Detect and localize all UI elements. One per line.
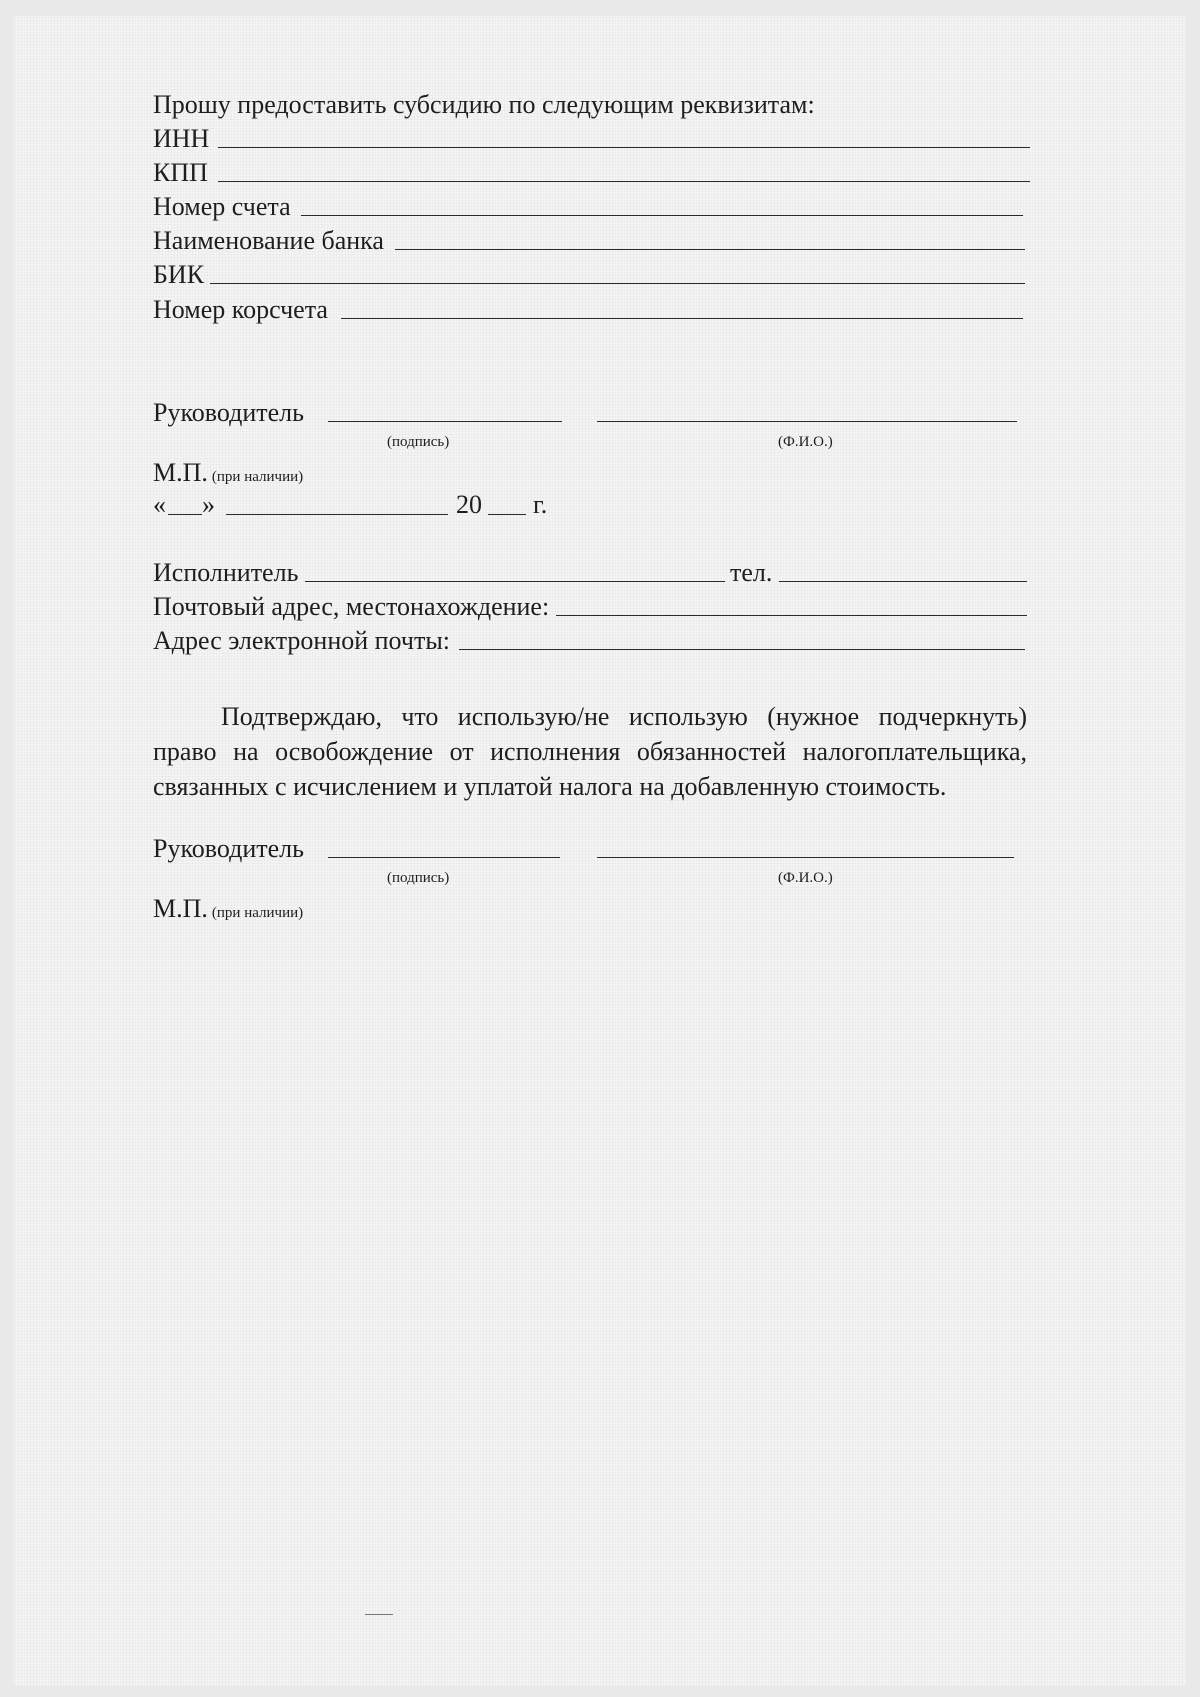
director-signature-field[interactable] [328,421,562,422]
bank-label: Наименование банка [153,226,384,255]
date-year-field[interactable] [488,514,526,515]
stamp-note-2: (при наличии) [211,905,304,921]
bank-name-field[interactable] [395,249,1025,250]
date-day-field[interactable] [168,514,202,515]
phone-label: тел. [730,558,773,587]
date-close-quote: » [202,490,215,519]
year-prefix: 20 [456,490,482,519]
signature-caption: (подпись) [387,434,450,450]
corr-account-field[interactable] [341,318,1023,319]
corr-account-label: Номер корсчета [153,295,328,324]
requisites-intro: Прошу предоставить субсидию по следующим реквизитам: [153,90,815,119]
date-open-quote: « [153,490,166,519]
inn-field[interactable] [218,147,1030,148]
kpp-field[interactable] [218,181,1030,182]
name-caption-2: (Ф.И.О.) [778,870,833,886]
director-name-field-2[interactable] [597,857,1014,858]
director-label: Руководитель [153,398,304,427]
stamp-note: (при наличии) [211,469,304,485]
director-signature-field-2[interactable] [328,857,560,858]
year-suffix: г. [533,490,548,519]
confirmation-text: Подтверждаю, что использую/не использую (нужное подчеркнуть) право на освобождение от исполнения обязанностей налогоплательщика, связанных с исчислением и уплатой налога на добавленную стоимость. [153,702,1027,801]
postal-address-field[interactable] [556,615,1027,616]
inn-label: ИНН [153,124,210,153]
phone-field[interactable] [779,581,1027,582]
stamp-label: М.П. [153,458,208,487]
confirmation-paragraph [153,699,1027,804]
scan-speck [365,1614,393,1615]
account-field[interactable] [301,215,1023,216]
director-label-2: Руководитель [153,834,304,863]
executor-label: Исполнитель [153,558,299,587]
bik-field[interactable] [210,283,1025,284]
director-name-field[interactable] [597,421,1017,422]
signature-caption-2: (подпись) [387,870,450,886]
bik-label: БИК [153,260,205,289]
account-label: Номер счета [153,192,291,221]
email-label: Адрес электронной почты: [153,626,451,655]
date-month-field[interactable] [226,514,448,515]
postal-label: Почтовый адрес, местонахождение: [153,592,550,621]
stamp-line-2 [153,894,303,924]
stamp-line [153,458,303,488]
email-field[interactable] [459,649,1025,650]
kpp-label: КПП [153,158,208,187]
stamp-label-2: М.П. [153,894,208,923]
name-caption: (Ф.И.О.) [778,434,833,450]
executor-field[interactable] [305,581,725,582]
